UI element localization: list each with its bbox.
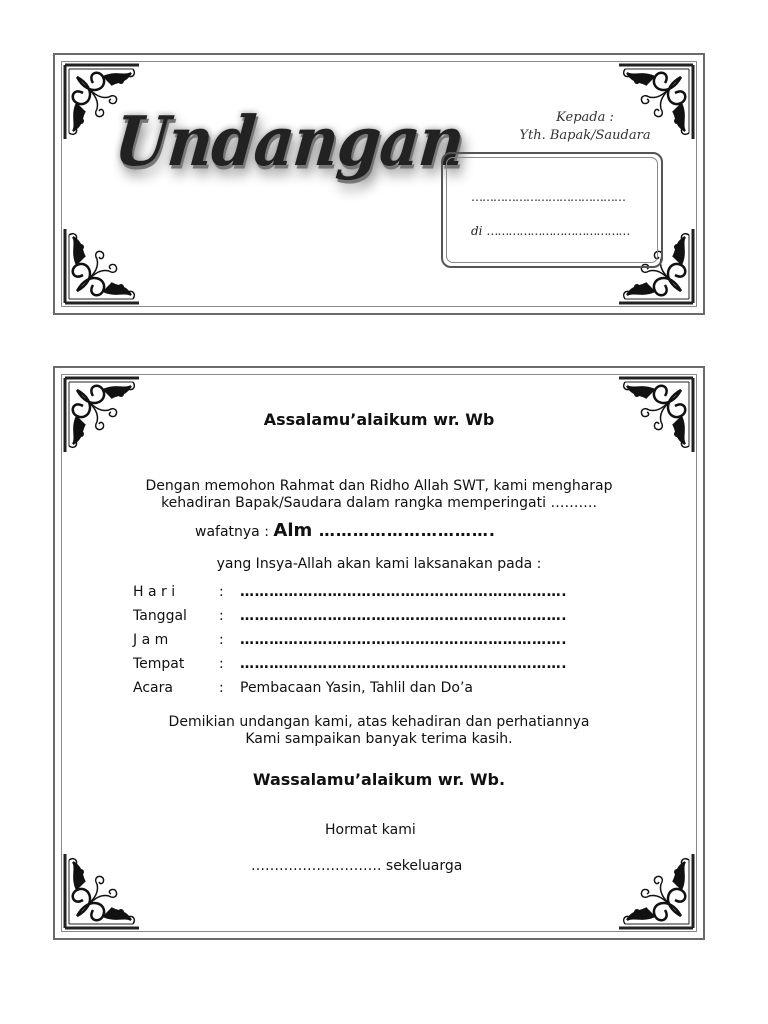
greeting: Assalamu’alaikum wr. Wb bbox=[263, 410, 495, 429]
address-line-1: …………………………………… bbox=[471, 190, 625, 204]
detail-label: Acara bbox=[133, 680, 173, 696]
detail-colon: : bbox=[219, 608, 224, 624]
detail-colon: : bbox=[219, 680, 224, 696]
corner-ornament-icon bbox=[59, 848, 145, 934]
intro-line-1: Dengan memohon Rahmat dan Ridho Allah SWT, kami mengharap bbox=[145, 478, 613, 494]
closing-paragraph bbox=[75, 714, 683, 748]
invitation-title: Undangan bbox=[111, 101, 468, 182]
detail-value: Pembacaan Yasin, Tahlil dan Do’a bbox=[240, 680, 473, 696]
signature-line bbox=[251, 858, 462, 874]
detail-label: Tanggal bbox=[133, 608, 187, 624]
corner-ornament-icon bbox=[613, 848, 699, 934]
regards-label: Hormat kami bbox=[325, 822, 416, 838]
envelope-card bbox=[53, 53, 705, 315]
letter-card bbox=[53, 366, 705, 940]
address-line-2-dots: ………………………………… bbox=[486, 224, 630, 238]
signature-dots: ………………………. bbox=[251, 858, 382, 874]
detail-label: H a r i bbox=[133, 584, 176, 600]
recipient-heading bbox=[505, 109, 665, 145]
detail-label: Tempat bbox=[133, 656, 185, 672]
detail-colon: : bbox=[219, 632, 224, 648]
family-label: sekeluarga bbox=[381, 858, 463, 874]
intro-line-2: kehadiran Bapak/Saudara dalam rangka memperingati ………. bbox=[161, 495, 597, 511]
address-di-label: di bbox=[471, 224, 483, 238]
detail-value: …………………………………………………………. bbox=[240, 632, 568, 648]
wafatnya-label: wafatnya : bbox=[195, 524, 274, 540]
alm-dots: …………………………. bbox=[312, 521, 496, 540]
schedule-intro: yang Insya-Allah akan kami laksanakan pada : bbox=[216, 556, 542, 572]
to-label: Kepada : bbox=[556, 110, 614, 125]
detail-colon: : bbox=[219, 656, 224, 672]
detail-value: …………………………………………………………. bbox=[240, 608, 568, 624]
alm-label: Alm bbox=[273, 520, 313, 541]
letter-inner-border bbox=[61, 374, 697, 932]
farewell-greeting: Wassalamu’alaikum wr. Wb. bbox=[252, 770, 506, 789]
deceased-line bbox=[195, 520, 496, 541]
intro-paragraph bbox=[75, 478, 683, 512]
address-line-2 bbox=[471, 224, 629, 238]
to-line: Yth. Bapak/Saudara bbox=[519, 128, 651, 143]
address-box bbox=[441, 152, 663, 268]
closing-line-1: Demikian undangan kami, atas kehadiran dan perhatiannya bbox=[168, 714, 590, 730]
address-box-inner bbox=[446, 157, 658, 263]
closing-line-2: Kami sampaikan banyak terima kasih. bbox=[245, 731, 513, 747]
detail-colon: : bbox=[219, 584, 224, 600]
detail-label: J a m bbox=[133, 632, 169, 648]
corner-ornament-icon bbox=[59, 223, 145, 309]
detail-value: …………………………………………………………. bbox=[240, 584, 568, 600]
detail-value: …………………………………………………………. bbox=[240, 656, 568, 672]
